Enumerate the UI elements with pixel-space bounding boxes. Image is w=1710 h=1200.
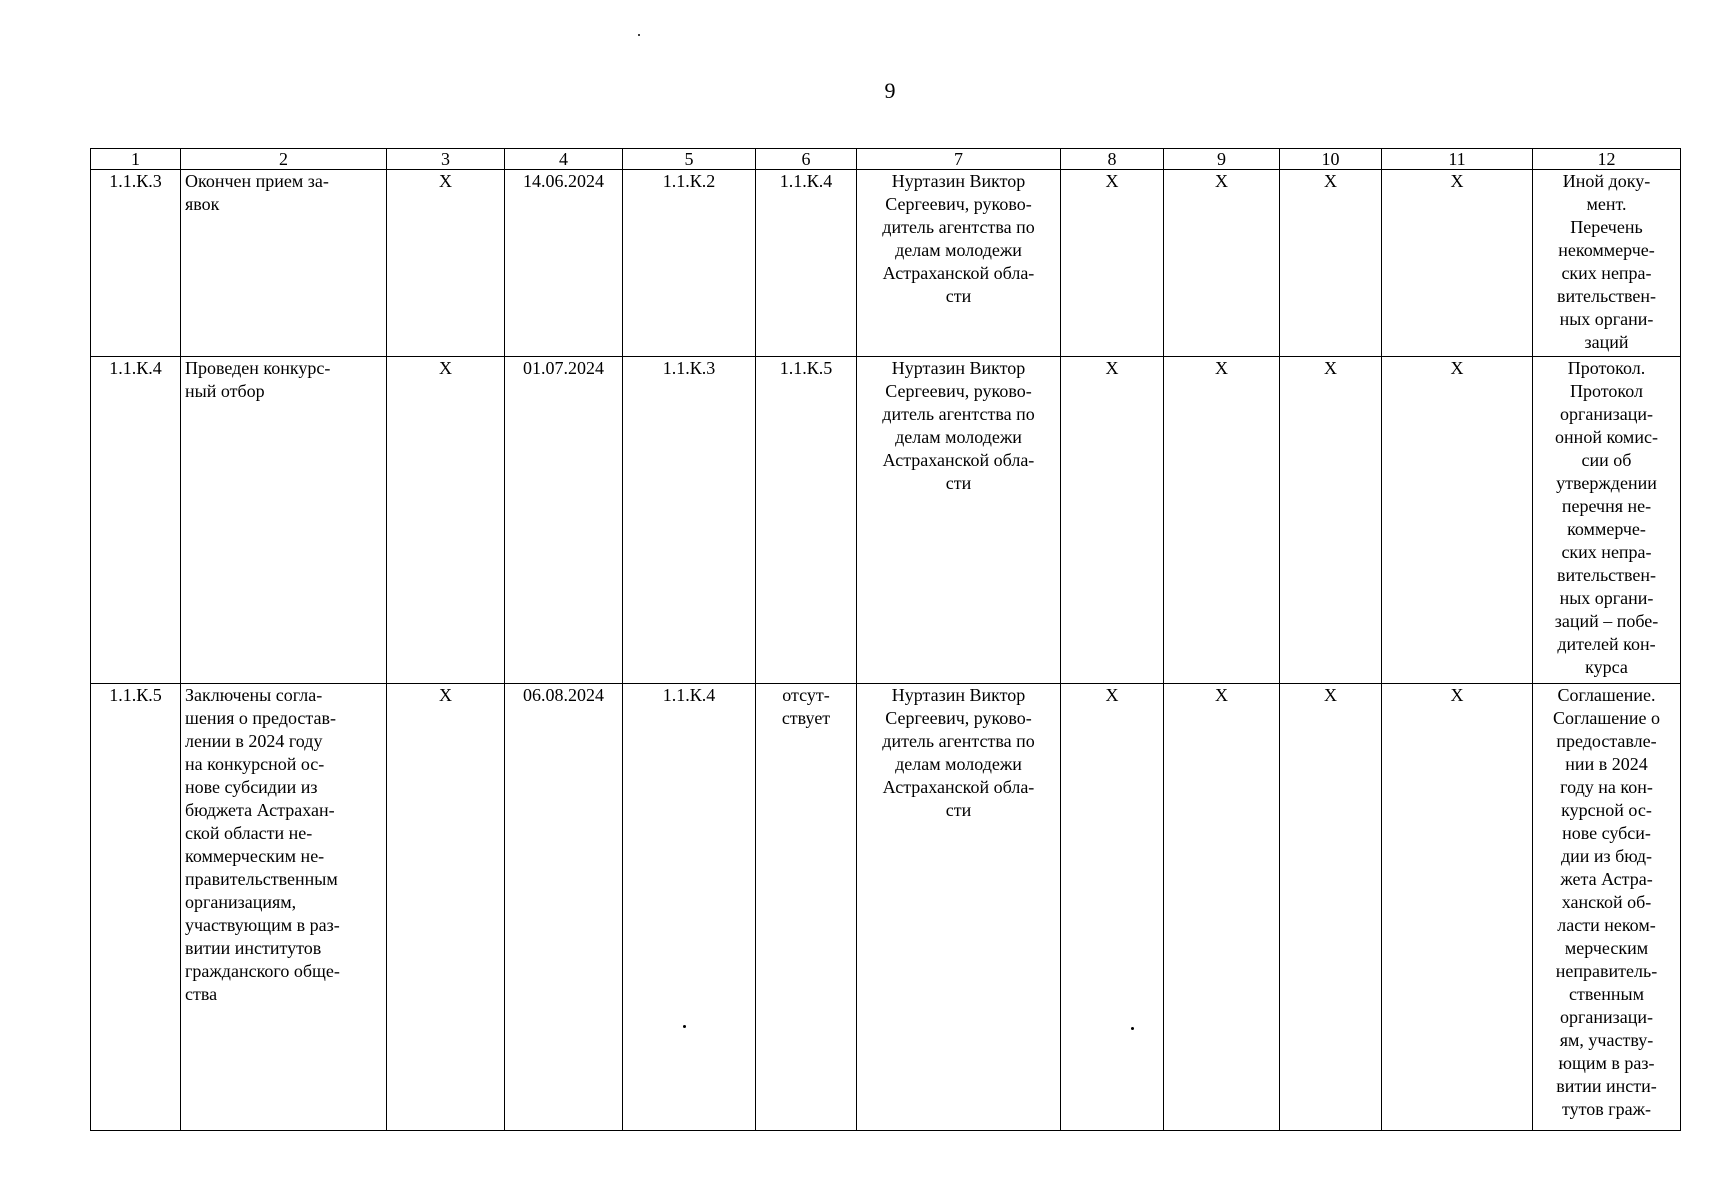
cell-col11: Х [1382, 170, 1533, 357]
column-header: 2 [181, 149, 387, 170]
column-header: 1 [91, 149, 181, 170]
control-point-code: 1.1.К.5 [91, 684, 181, 1131]
table-row [91, 170, 1681, 357]
cell-col11: Х [1382, 684, 1533, 1131]
column-header: 10 [1280, 149, 1382, 170]
column-header: 12 [1533, 149, 1681, 170]
header-row [91, 149, 1681, 170]
table-row [91, 684, 1681, 1131]
event-description: Окончен прием за- явок [181, 170, 387, 357]
responsible-person: Нуртазин Виктор Сергеевич, руково- дитель агентства по делам молодежи Астраханской обла- сти [857, 357, 1061, 684]
cell-col3: Х [387, 357, 505, 684]
control-point-code: 1.1.К.4 [91, 357, 181, 684]
responsible-person: Нуртазин Виктор Сергеевич, руково- дитель агентства по делам молодежи Астраханской обла- сти [857, 684, 1061, 1131]
cell-col10: Х [1280, 357, 1382, 684]
column-header: 6 [756, 149, 857, 170]
due-date: 06.08.2024 [505, 684, 623, 1131]
cell-col10: Х [1280, 170, 1382, 357]
result-document: Протокол. Протокол организаци- онной комис- сии об утверждении перечня не- коммерче- ских непра- вительствен- ных органи- заций – побе- дителей кон- курса [1533, 357, 1681, 684]
previous-point: 1.1.К.2 [623, 170, 756, 357]
next-point: отсут- ствует [756, 684, 857, 1131]
cell-col3: Х [387, 684, 505, 1131]
result-document: Соглашение. Соглашение о предоставле- нии в 2024 году на кон- курсной ос- нове субси- дии из бюд- жета Астра- ханской об- ласти неком- мерческим неправитель- ственным организаци- ям, участву- ющим в раз- витии инсти- тутов граж- [1533, 684, 1681, 1131]
cell-col9: Х [1164, 170, 1280, 357]
column-header: 8 [1061, 149, 1164, 170]
cell-col10: Х [1280, 684, 1382, 1131]
scan-speck [638, 34, 640, 36]
next-point: 1.1.К.5 [756, 357, 857, 684]
control-point-code: 1.1.К.3 [91, 170, 181, 357]
cell-col8: Х [1061, 170, 1164, 357]
column-header: 5 [623, 149, 756, 170]
scan-speck [1131, 1027, 1134, 1030]
responsible-person: Нуртазин Виктор Сергеевич, руково- дитель агентства по делам молодежи Астраханской обла- сти [857, 170, 1061, 357]
page-number: 9 [884, 78, 896, 103]
due-date: 14.06.2024 [505, 170, 623, 357]
next-point: 1.1.К.4 [756, 170, 857, 357]
result-document: Иной доку- мент. Перечень некоммерче- ских непра- вительствен- ных органи- заций [1533, 170, 1681, 357]
column-header: 3 [387, 149, 505, 170]
cell-col9: Х [1164, 684, 1280, 1131]
cell-col8: Х [1061, 684, 1164, 1131]
control-points-table [90, 148, 1681, 1131]
due-date: 01.07.2024 [505, 357, 623, 684]
column-header: 11 [1382, 149, 1533, 170]
column-header: 7 [857, 149, 1061, 170]
previous-point: 1.1.К.3 [623, 357, 756, 684]
event-description: Проведен конкурс- ный отбор [181, 357, 387, 684]
column-header: 9 [1164, 149, 1280, 170]
column-header: 4 [505, 149, 623, 170]
cell-col8: Х [1061, 357, 1164, 684]
cell-col11: Х [1382, 357, 1533, 684]
cell-col3: Х [387, 170, 505, 357]
event-description: Заключены согла- шения о предостав- лении в 2024 году на конкурсной ос- нове субсидии из бюджета Астрахан- ской области не- коммерческим не- правительственным организациям, участвующим в раз- витии институтов гражданского обще- ства [181, 684, 387, 1131]
scan-speck [683, 1025, 686, 1028]
table-row [91, 357, 1681, 684]
cell-col9: Х [1164, 357, 1280, 684]
previous-point: 1.1.К.4 [623, 684, 756, 1131]
